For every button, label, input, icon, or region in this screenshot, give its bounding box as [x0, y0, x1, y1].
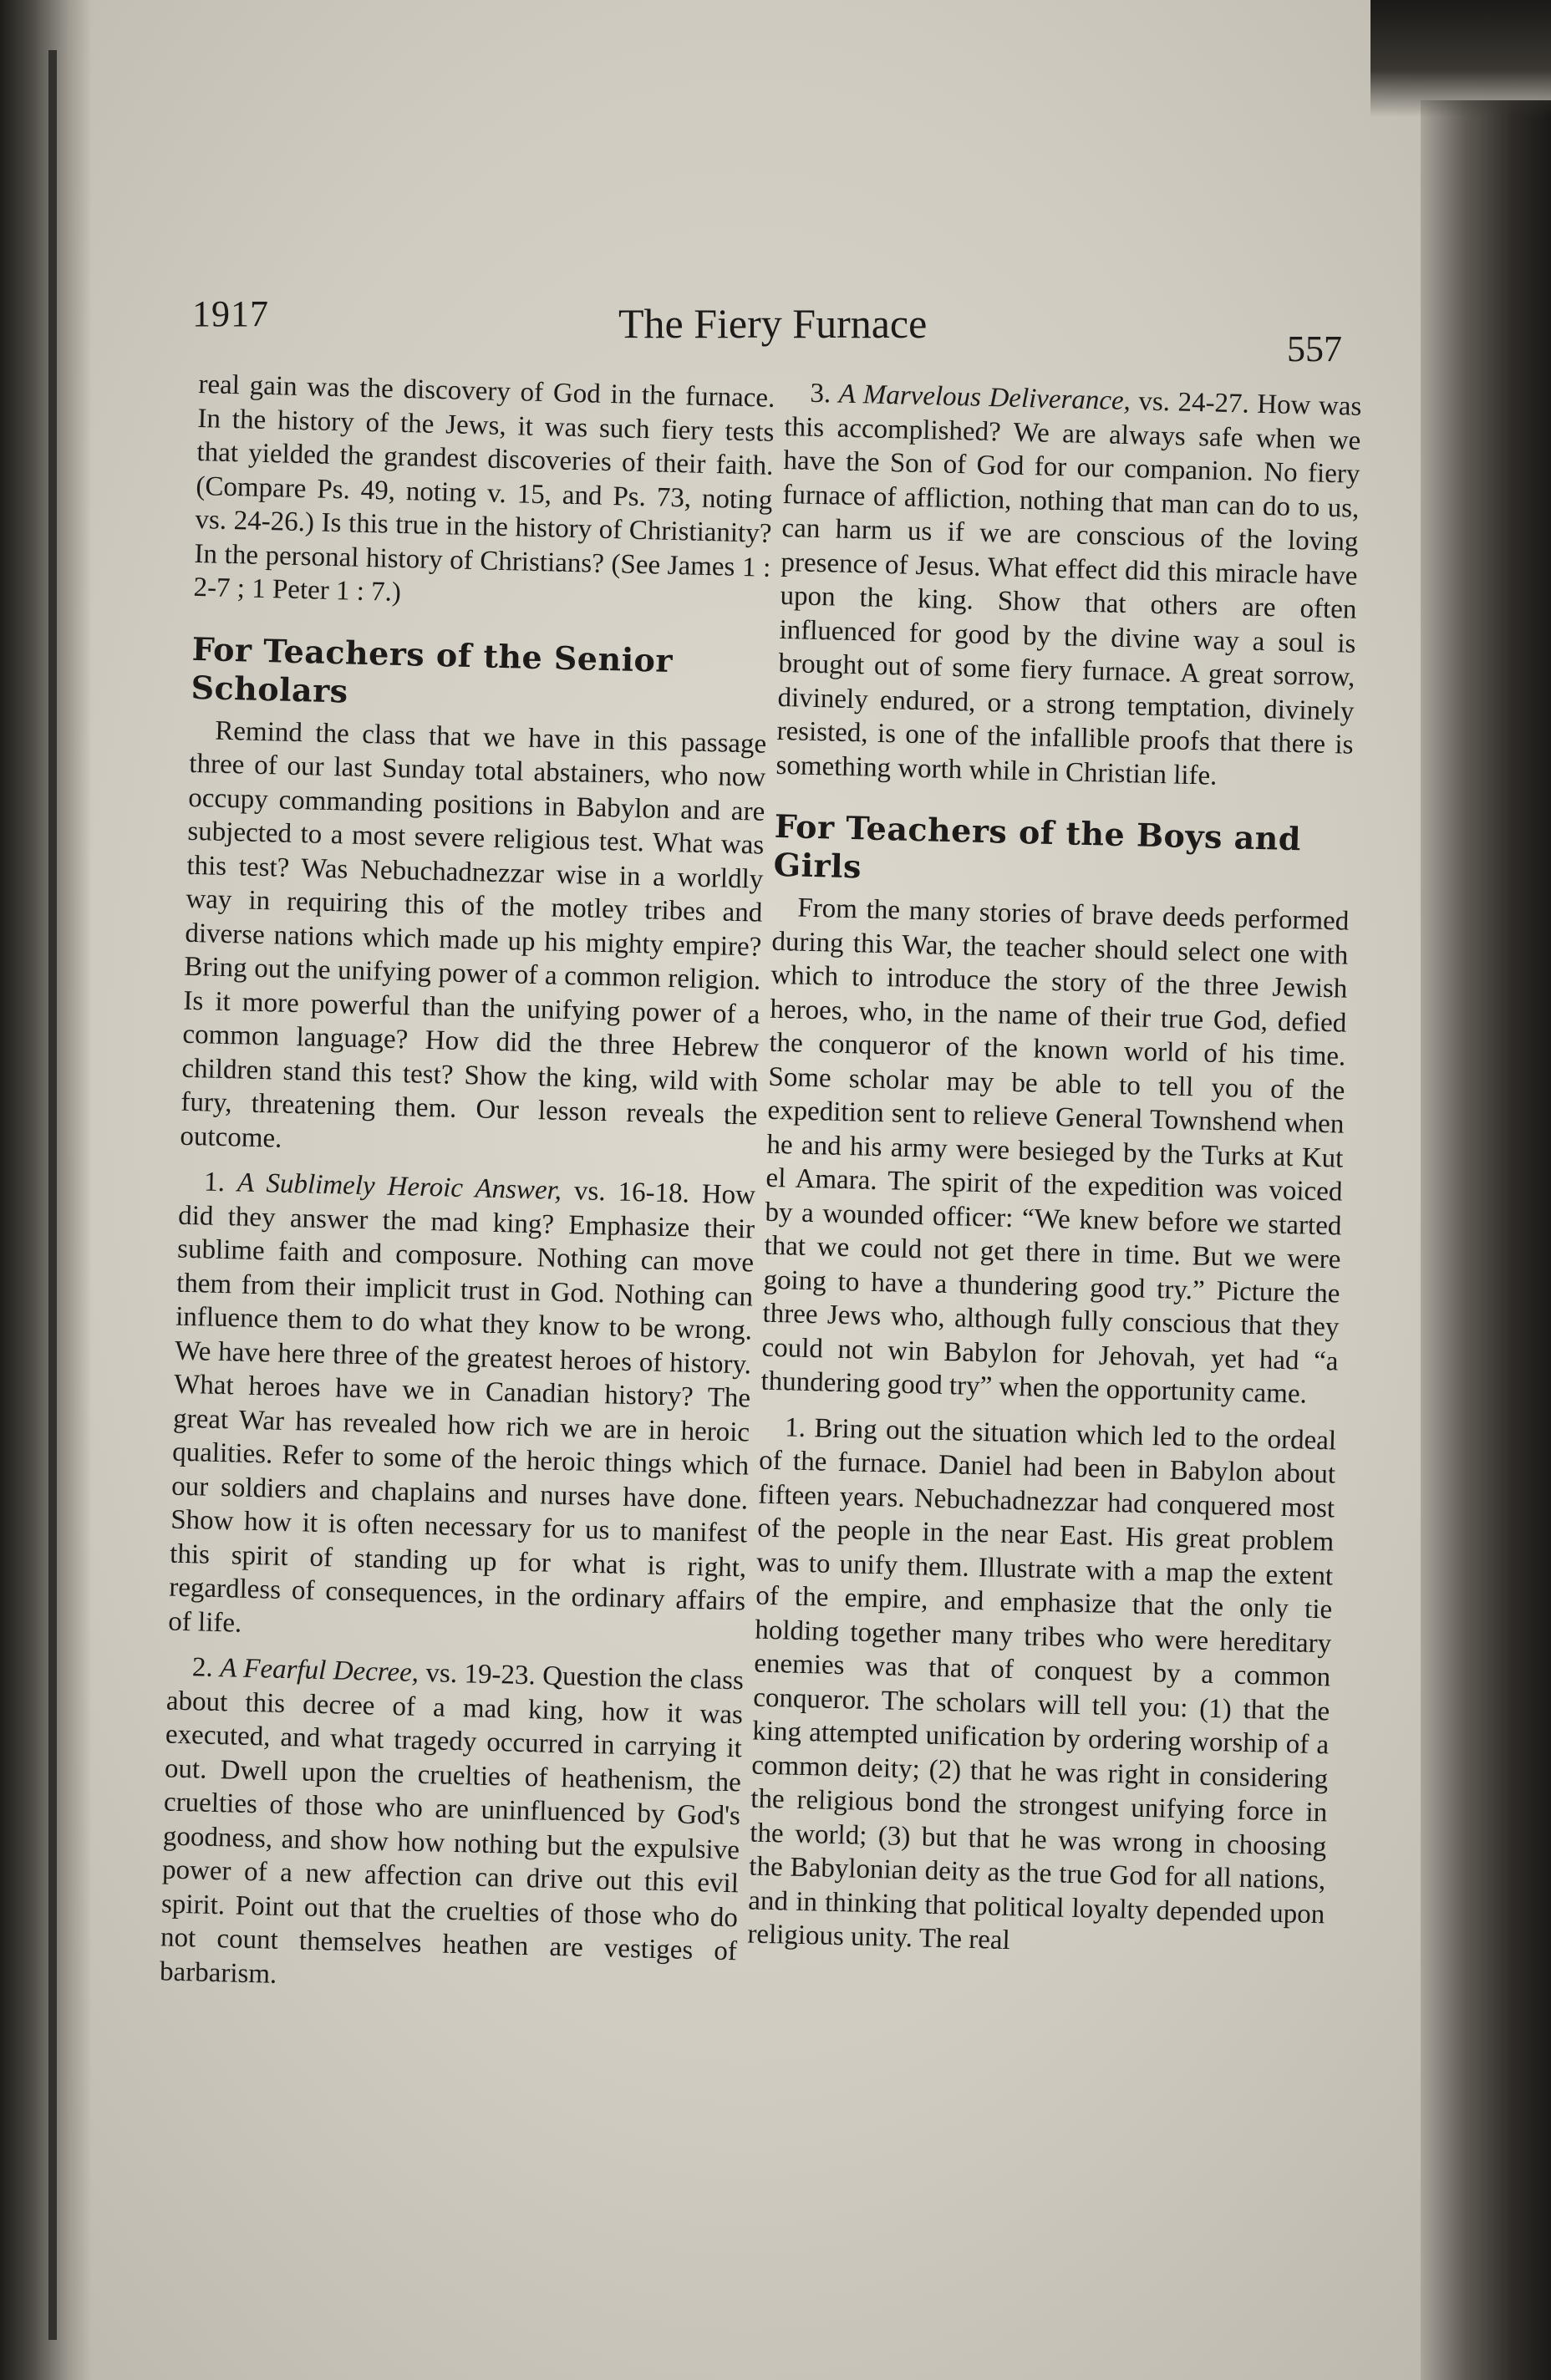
- point-number: 1.: [203, 1167, 226, 1198]
- book-gutter-shadow: [0, 0, 92, 2380]
- book-page: [125, 0, 1429, 2380]
- running-title: The Fiery Furnace: [618, 300, 928, 347]
- header-year: 1917: [192, 293, 269, 334]
- page-number: 557: [1287, 328, 1342, 369]
- senior-intro-paragraph: Remind the class that we have in this passage three of our last Sunday total abstainers, who now occupy commanding positions in Babylon and are subjected to a most severe religious test. What was this test? Was Nebuchadnezzar wise in a worldly way in requiring this of the motley tribes and diverse nations which made up his mighty empire? Bring out the unifying power of a common religion. Is it more powerful than the unifying power of a common language? How did the three Hebrew children stand this test? Show the king, wild with fury, threatening them. Our lesson reveals the outcome.: [180, 715, 767, 1154]
- binding-edge: [48, 50, 57, 2340]
- right-column: [747, 376, 1362, 1977]
- senior-point-3: [776, 376, 1362, 796]
- senior-point-2: [160, 1650, 745, 2003]
- running-header: [125, 276, 1429, 369]
- point-title: A Marvelous Deliverance,: [838, 379, 1139, 417]
- boys-point-1: 1. Bring out the situation which led to the ordeal of the furnace. Daniel had been in Babylon about fifteen years. Nebuchadnezzar had conquered most of the people in the near East. His great problem was to unify them. Illustrate with a map the extent of the empire, and emphasize that the only tie holding together many tribes who were hereditary enemies was that of conquest by a common conqueror. The scholars will tell you: (1) that the king attempted unification by ordering worship of a common deity; (2) that he was right in considering the religious bond the strongest unifying force in the world; (3) but that he was wrong in choosing the Babylonian deity as the true God for all nations, and in thinking that political loyalty depended upon religious unity. The real: [746, 1411, 1337, 1956]
- point-number: 2.: [191, 1652, 214, 1683]
- point-title: A Fearful Decree,: [219, 1653, 426, 1689]
- boys-girls-heading: For Teachers of the Boys and Girls: [773, 806, 1302, 886]
- point-text: vs. 16-18. How did they answer the mad king? Emphasize their sublime faith and composure. Nothing can move them from their implicit trust in God. Nothing can influence them to do what they know to be wrong. We have here three of the greatest heroes of history. What heroes have we in Canadian history? The great War has revealed how rich we are in heroic qualities. Refer to some of the heroic things which our soldiers and chaplains and nurses have done. Show how it is often necessary for us to manifest this spirit of standing up for what is right, regardless of consequences, in the ordinary affairs of life.: [167, 1176, 756, 1639]
- point-text: vs. 19-23. Question the class about this decree of a mad king, how it was executed, and what tragedy occurred in carrying it out. Dwell upon the cruelties of heathenism, the cruelties of those who are uninfluenced by God's goodness, and show how nothing but the expulsive power of a new affection can drive out this evil spirit. Point out that the cruelties of those who do not count themselves heathen are vestiges of barbarism.: [159, 1658, 745, 1990]
- senior-scholars-heading: For Teachers of the Senior Scholars: [191, 629, 674, 709]
- point-number: 3.: [810, 378, 831, 409]
- senior-point-1: [168, 1165, 756, 1653]
- boys-intro-paragraph: From the many stories of brave deeds performed during this War, the teacher should select one with which to introduce the story of the three Jewish heroes, who, in the name of their true God, defied the conqueror of the known world of his time. Some scholar may be able to tell you of the expedition sent to relieve General Townshend when he and his army were besieged by the Turks at Kut el Amara. The spirit of the expedition was voiced by a wounded officer: “We knew before we started that we could not get there in time. But we were going to have a thundering good try.” Picture the three Jews who, although fully conscious that they could not win Babylon for Jehovah, yet had “a thundering good try” when the opportunity came.: [760, 892, 1350, 1410]
- page-stack-edge: [1421, 100, 1551, 2380]
- point-text: vs. 24-27. How was this accomplished? We are always safe when we have the Son of God for our companion. No fiery furnace of affliction, nothing that man can do to us, can harm us if we are conscious of the loving presence of Jesus. What effect did this miracle have upon the king. Show that others are often influenced for good by the divine way a soul is brought out of some fiery furnace. A great sorrow, divinely endured, or a strong temptation, divinely resisted, is one of the infallible proofs that there is something worth while in Christian life.: [776, 386, 1362, 791]
- left-column: [159, 368, 776, 2014]
- continued-paragraph: real gain was the discovery of God in the furnace. In the history of the Jews, it was such fiery tests that yielded the grandest discoveries of their faith. (Compare Ps. 49, noting v. 15, and Ps. 73, noting vs. 24-26.) Is this true in the history of Christianity? In the personal history of Christians? (See James 1 : 2-7 ; 1 Peter 1 : 7.): [193, 369, 776, 608]
- point-title: A Sublimely Heroic Answer,: [236, 1167, 575, 1207]
